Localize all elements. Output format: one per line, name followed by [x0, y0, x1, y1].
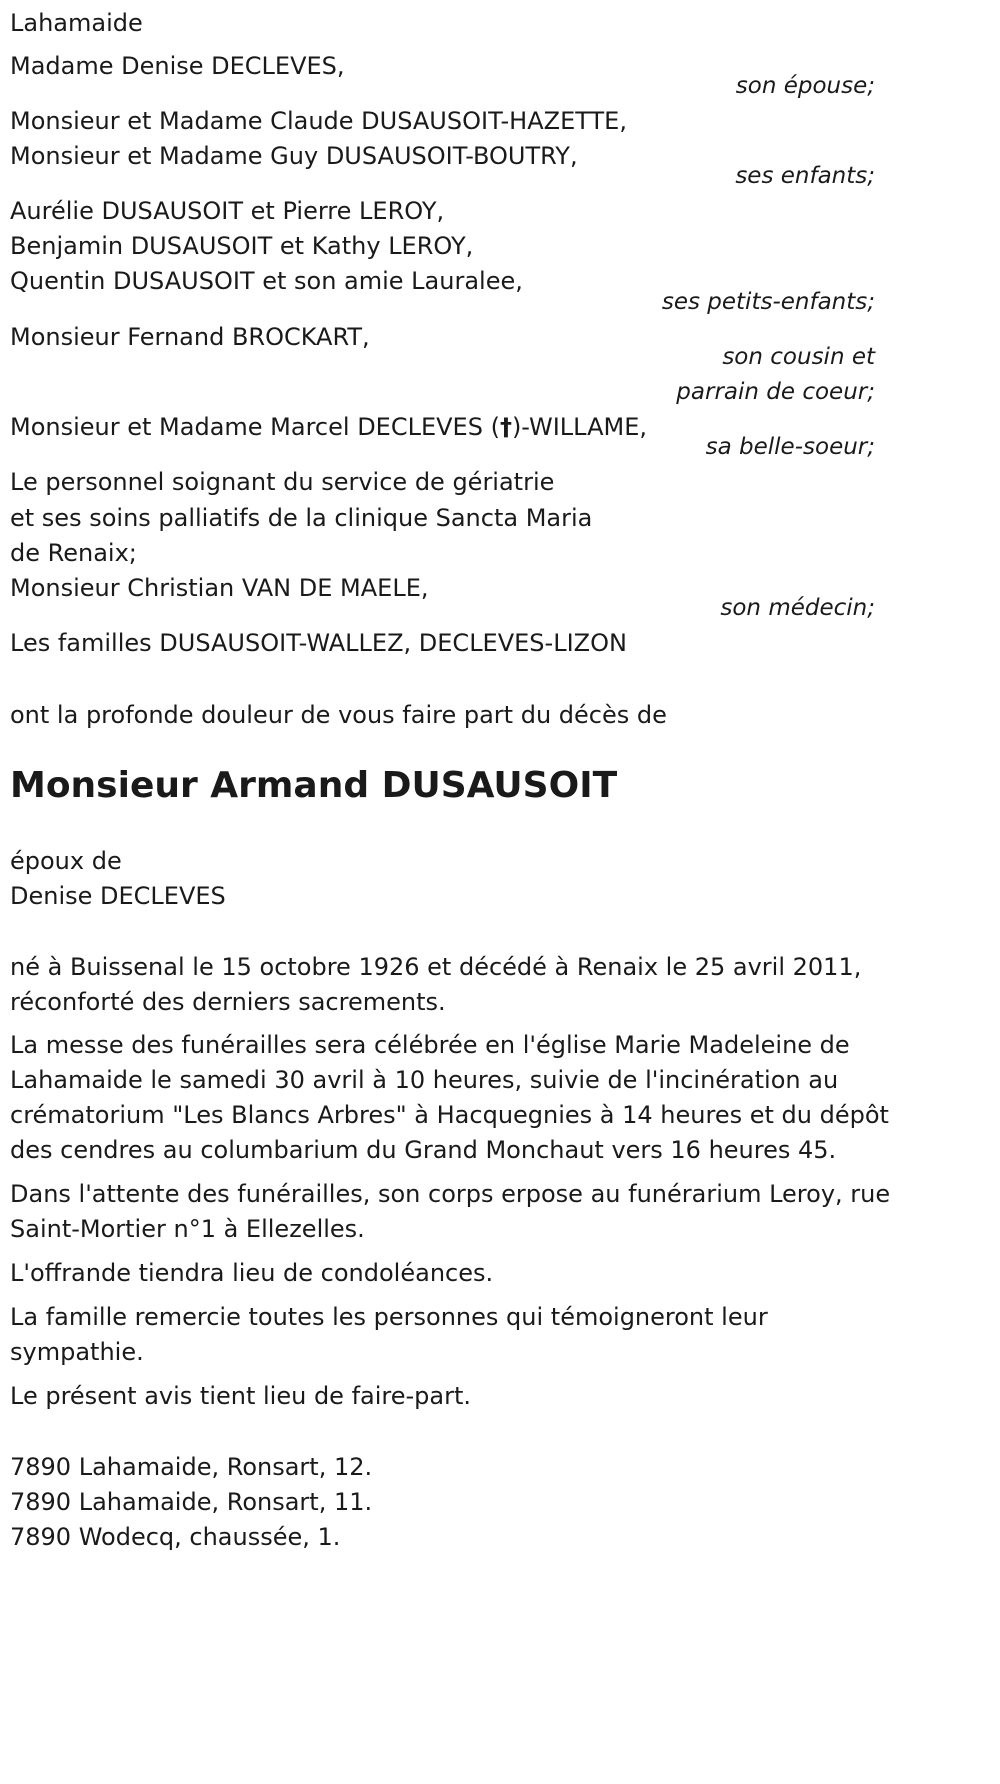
relation-spouse: son épouse; [735, 73, 875, 99]
notice-line: Le présent avis tient lieu de faire-part. [10, 1382, 472, 1410]
family-line-spouse: Madame Denise DECLEVES, [10, 52, 345, 80]
locality: Lahamaide [10, 9, 143, 37]
mass-line-3: crématorium "Les Blancs Arbres" à Hacquegnies à 14 heures et du dépôt [10, 1101, 889, 1129]
relation-cousin: son cousin et [722, 344, 875, 370]
relation-doctor: son médecin; [720, 595, 875, 621]
family-line-grandchild-2: Benjamin DUSAUSOIT et Kathy LEROY, [10, 232, 474, 260]
thanks-line-1: La famille remercie toutes les personnes qui témoigneront leur [10, 1303, 768, 1331]
address-3: 7890 Wodecq, chaussée, 1. [10, 1523, 341, 1551]
address-2: 7890 Lahamaide, Ronsart, 11. [10, 1488, 373, 1516]
relation-sister-in-law: sa belle-soeur; [705, 434, 875, 460]
offering-line: L'offrande tiendra lieu de condoléances. [10, 1259, 494, 1287]
mass-line-1: La messe des funérailles sera célébrée en l'église Marie Madeleine de [10, 1031, 850, 1059]
relation-godfather: parrain de coeur; [676, 379, 875, 405]
viewing-line-1: Dans l'attente des funérailles, son corps erpose au funérarium Leroy, rue [10, 1180, 891, 1208]
family-line-cousin: Monsieur Fernand BROCKART, [10, 323, 370, 351]
deceased-name: Monsieur Armand DUSAUSOIT [10, 765, 618, 806]
thanks-line-2: sympathie. [10, 1338, 144, 1366]
family-line-grandchild-1: Aurélie DUSAUSOIT et Pierre LEROY, [10, 197, 445, 225]
announcement: ont la profonde douleur de vous faire part du décès de [10, 701, 667, 729]
viewing-line-2: Saint-Mortier n°1 à Ellezelles. [10, 1215, 365, 1243]
address-1: 7890 Lahamaide, Ronsart, 12. [10, 1453, 373, 1481]
family-line-child-1: Monsieur et Madame Claude DUSAUSOIT-HAZETTE, [10, 107, 627, 135]
marcel-suffix: )-WILLAME, [511, 413, 648, 441]
care-staff-line-2: et ses soins palliatifs de la clinique Sancta Maria [10, 504, 593, 532]
spouse-name: Denise DECLEVES [10, 882, 226, 910]
relation-grandchildren: ses petits-enfants; [661, 289, 875, 315]
birth-death-line: né à Buissenal le 15 octobre 1926 et décédé à Renaix le 25 avril 2011, [10, 953, 862, 981]
sacraments-line: réconforté des derniers sacrements. [10, 988, 446, 1016]
family-line-child-2: Monsieur et Madame Guy DUSAUSOIT-BOUTRY, [10, 142, 578, 170]
mass-line-4: des cendres au columbarium du Grand Monchaut vers 16 heures 45. [10, 1136, 837, 1164]
care-staff-line-3: de Renaix; [10, 539, 137, 567]
family-line-doctor: Monsieur Christian VAN DE MAELE, [10, 574, 429, 602]
family-line-families: Les familles DUSAUSOIT-WALLEZ, DECLEVES-LIZON [10, 629, 627, 657]
relation-children: ses enfants; [735, 163, 875, 189]
marcel-prefix: Monsieur et Madame Marcel DECLEVES ( [10, 413, 500, 441]
cross-icon: † [499, 413, 512, 441]
family-line-grandchild-3: Quentin DUSAUSOIT et son amie Lauralee, [10, 267, 523, 295]
mass-line-2: Lahamaide le samedi 30 avril à 10 heures, suivie de l'incinération au [10, 1066, 839, 1094]
care-staff-line-1: Le personnel soignant du service de gériatrie [10, 468, 555, 496]
family-line-sister-in-law [10, 412, 647, 442]
spouse-of-label: époux de [10, 847, 122, 875]
